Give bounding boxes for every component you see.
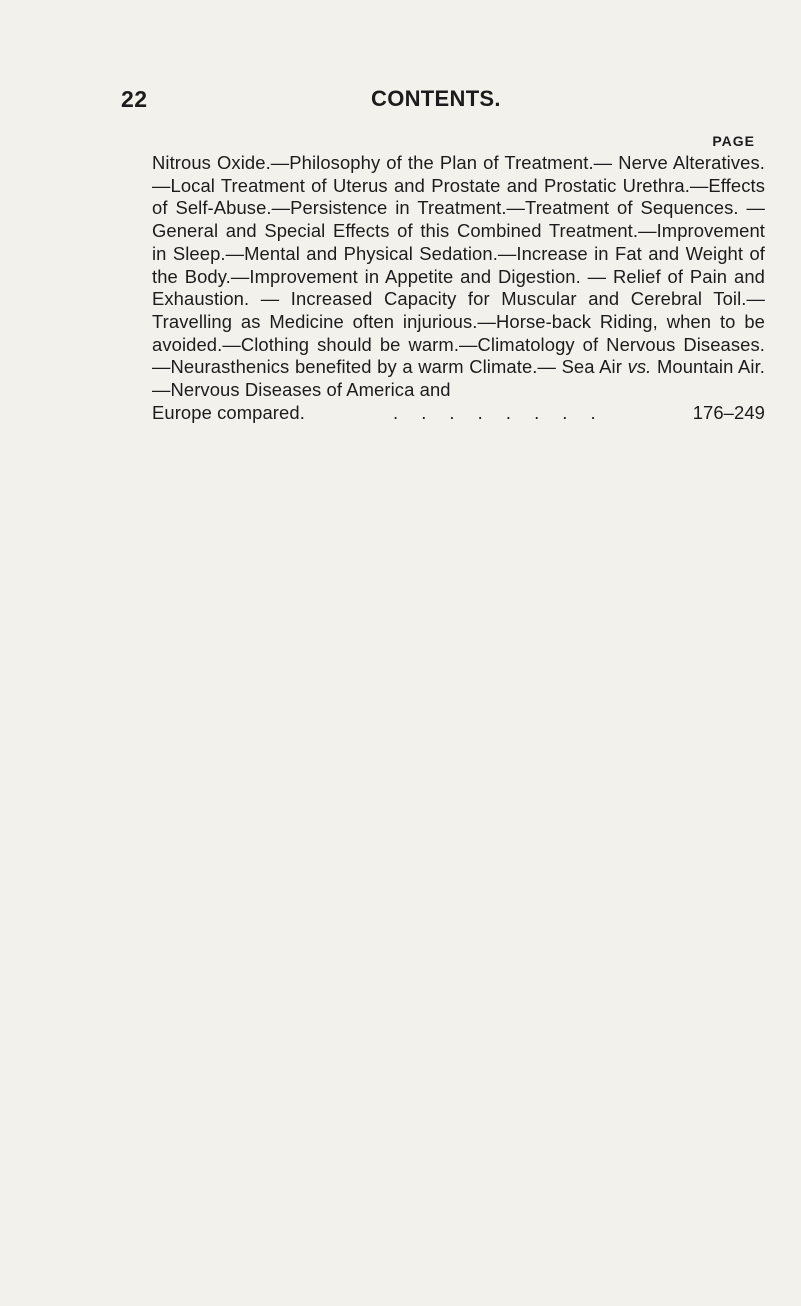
dot-leaders: . . . . . . . . (392, 401, 605, 423)
running-header (0, 86, 801, 116)
entry-text-after-vs: Mountain Air.—Nervous Diseases of America and (152, 356, 765, 401)
page-range: 176–249 (692, 401, 765, 423)
entry-last-line-text: Europe compared. (152, 401, 305, 423)
running-title: CONTENTS. (371, 86, 501, 111)
entry-last-line (152, 402, 765, 425)
entry-vs: vs. (627, 356, 652, 378)
page-number: 22 (121, 86, 148, 112)
contents-entry (152, 152, 765, 424)
entry-text: Nitrous Oxide.—Philosophy of the Plan of Treatment.— Nerve Alteratives.—Local Treatment of Uterus and Prostate and Prostatic Urethra.—Effects of Self-Abuse.—Persistence in Treatment.—Treatment of Sequences. — General and Special Effects of this Combined Treatment.—Improvement in Sleep.—Mental and Physical Sedation.—Increase in Fat and Weight of the Body.—Improvement in Appetite and Digestion. — Relief of Pain and Exhaustion. — Increased Capacity for Muscular and Cerebral Toil.—Travelling as Medicine often injurious.—Horse-back Riding, when to be avoided.—Clothing should be warm.—Climatology of Nervous Diseases.—Neurasthenics benefited by a warm Climate.— Sea Air (152, 152, 765, 378)
page-column-label: PAGE (712, 133, 755, 149)
